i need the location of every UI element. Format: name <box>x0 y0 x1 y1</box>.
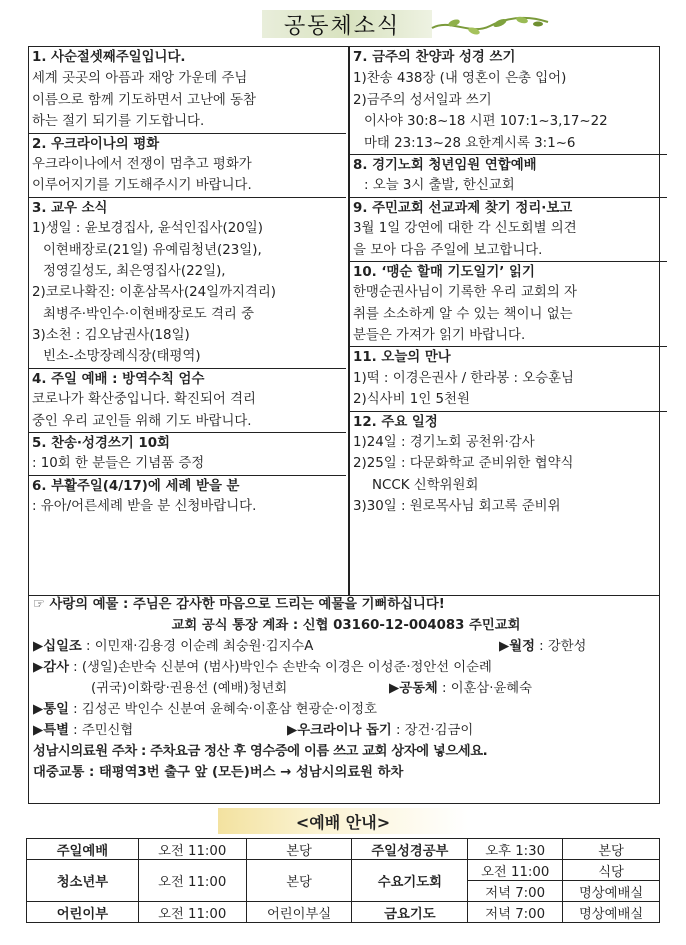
news-text-line: 이루어지기를 기도해주시기 바랍니다. <box>32 178 252 194</box>
table-cell: 본당 <box>563 839 660 860</box>
section-heading: 11. 오늘의 만나 <box>350 346 667 367</box>
section-heading: 2. 우크라이나의 평화 <box>29 133 346 154</box>
thanks-label: ▶감사 <box>33 660 69 675</box>
table-cell: 명상예배실 <box>563 881 660 902</box>
worship-guide-heading <box>218 806 468 834</box>
special-names: : 주민신협 <box>68 723 134 738</box>
news-text-line: 한맹순권사님이 기록한 우리 교회의 자 <box>353 285 577 301</box>
table-cell: 수요기도회 <box>352 860 468 902</box>
news-text-line: 2)25일 : 다문화학교 준비위한 협약식 <box>353 456 574 472</box>
account-line: 교회 공식 통장 계좌 : 신협 03160-12-004083 주민교회 <box>171 618 521 633</box>
table-cell: 어린이부 <box>27 902 139 923</box>
table-cell: 명상예배실 <box>563 902 660 923</box>
offering-line: ☞ 사랑의 예물 : 주님은 감사한 마음으로 드리는 예물을 기뻐하십니다! <box>33 597 445 612</box>
table-row <box>27 902 660 923</box>
news-text-line: : 10회 한 분들은 기념품 증정 <box>32 456 205 472</box>
special-label: ▶특별 <box>33 723 69 738</box>
worship-guide-title: <예배 안내> <box>295 813 391 832</box>
section-heading: 5. 찬송·성경쓰기 10회 <box>29 432 346 453</box>
tithe-label: ▶십일조 <box>33 639 82 654</box>
table-cell: 주일성경공부 <box>352 839 468 860</box>
page-title: 공동체소식 <box>284 14 401 39</box>
news-text-line: 이사야 30:8~18 시편 107:1~3,17~22 <box>364 114 608 130</box>
table-cell: 금요기도 <box>352 902 468 923</box>
news-text-line: 중인 우리 교인들 위해 기도 바랍니다. <box>32 413 252 429</box>
news-text-line: 취를 소소하게 알 수 있는 책이니 없는 <box>353 306 573 322</box>
news-text-line: 하는 절기 되기를 기도합니다. <box>32 114 205 130</box>
news-text-line: 최병주·박인수·이현배장로도 격리 중 <box>43 306 255 322</box>
offering-notice <box>28 594 660 804</box>
tithe-line <box>29 636 659 657</box>
transit-line: 대중교통 : 태평역3번 출구 앞 (모든)버스 → 성남시의료원 하차 <box>33 765 404 780</box>
section-heading: 4. 주일 예배 : 방역수칙 엄수 <box>29 368 346 389</box>
monthly-names: : 강한성 <box>534 639 587 654</box>
table-cell: 주일예배 <box>27 839 139 860</box>
news-text-line: 세계 곳곳의 아픔과 재앙 가운데 주님 <box>32 71 248 87</box>
news-text-line: 을 모아 다음 주일에 보고합니다. <box>353 242 543 258</box>
news-text-line: 3)30일 : 원로목사님 회고록 준비위 <box>353 499 561 515</box>
news-text-line: 이현배장로(21일) 유예림청년(23일), <box>43 242 262 258</box>
section-heading: 10. ‘맹순 할매 기도일기’ 읽기 <box>350 261 667 282</box>
news-text-line: 3월 1일 강연에 대한 각 신도회별 의견 <box>353 221 577 237</box>
table-cell: 오전 11:00 <box>468 860 563 881</box>
news-frame <box>28 46 660 596</box>
unity-label: ▶통일 <box>33 702 69 717</box>
table-cell: 식당 <box>563 860 660 881</box>
ukraine-label: ▶우크라이나 돕기 <box>287 723 392 738</box>
news-text-line: NCCK 신학위원회 <box>372 477 479 493</box>
monthly-label: ▶월정 <box>499 639 535 654</box>
news-left-column <box>29 47 346 518</box>
unity-line <box>29 699 659 720</box>
news-text-line: 2)금주의 성서일과 쓰기 <box>353 92 492 108</box>
community-names: : 이훈삼·윤혜숙 <box>437 681 532 696</box>
section-heading: 3. 교우 소식 <box>29 197 346 218</box>
news-text-line: : 유아/어른세례 받을 분 신청바랍니다. <box>32 499 257 515</box>
news-text-line: 이름으로 함께 기도하면서 고난에 동참 <box>32 92 256 108</box>
section-heading: 9. 주민교회 선교과제 찾기 정리·보고 <box>350 197 667 218</box>
ukraine-names: : 장건·김금이 <box>391 723 474 738</box>
table-cell: 오전 11:00 <box>138 902 246 923</box>
table-cell: 오후 1:30 <box>468 839 563 860</box>
special-line <box>29 720 659 741</box>
unity-names: : 김성곤 박인수 신분여 윤혜숙·이훈삼 현광순·이정호 <box>68 702 377 717</box>
table-cell: 오전 11:00 <box>138 839 246 860</box>
table-cell: 어린이부실 <box>246 902 352 923</box>
community-label: ▶공동체 <box>389 681 438 696</box>
news-text-line: 3)소천 : 김오남권사(18일) <box>32 328 190 344</box>
worship-schedule-table <box>26 838 660 923</box>
vine-decoration-icon <box>430 10 550 40</box>
table-cell: 오전 11:00 <box>138 860 246 902</box>
thanks-line <box>29 657 659 678</box>
table-cell: 저녁 7:00 <box>468 902 563 923</box>
news-text-line: 우크라이나에서 전쟁이 멈추고 평화가 <box>32 156 252 172</box>
table-cell: 본당 <box>246 860 352 902</box>
news-text-line: 빈소-소망장례식장(태평역) <box>43 349 201 365</box>
thanks-names: : (생일)손반숙 신분여 (범사)박인수 손반숙 이경은 이성준·정안선 이순례 <box>68 660 492 675</box>
news-text-line: 1)24일 : 경기노회 공천위·감사 <box>353 435 535 451</box>
section-heading: 8. 경기노회 청년임원 연합예배 <box>350 154 667 175</box>
thanks-line-2 <box>29 678 659 699</box>
news-text-line: 분들은 가져가 읽기 바랍니다. <box>353 328 526 344</box>
news-text-line: 코로나가 확산중입니다. 확진되어 격리 <box>32 392 256 408</box>
news-text-line: 2)코로나확진: 이훈삼목사(24일까지격리) <box>32 285 277 301</box>
news-text-line: : 오늘 3시 출발, 한신교회 <box>364 178 515 194</box>
news-text-line: 2)식사비 1인 5천원 <box>353 392 470 408</box>
section-heading: 7. 금주의 찬양과 성경 쓰기 <box>353 50 516 65</box>
news-text-line: 1)떡 : 이경은권사 / 한라봉 : 오승훈님 <box>353 370 574 386</box>
thanks-names-2: (귀국)이화랑·권용선 (예배)청년회 <box>91 681 288 696</box>
section-heading: 6. 부활주일(4/17)에 세례 받을 분 <box>29 475 346 496</box>
table-cell: 저녁 7:00 <box>468 881 563 902</box>
parking-line: 성남시의료원 주차 : 주차요금 정산 후 영수증에 이름 쓰고 교회 상자에 넣으세요. <box>33 744 488 759</box>
table-row <box>27 839 660 860</box>
news-text-line: 정영길성도, 최은영집사(22일), <box>43 263 226 279</box>
table-cell: 청소년부 <box>27 860 139 902</box>
news-right-column <box>350 47 667 518</box>
table-row <box>27 860 660 881</box>
news-text-line: 1)생일 : 윤보경집사, 윤석인집사(20일) <box>32 221 263 237</box>
page-header <box>262 6 562 40</box>
news-text-line: 마태 23:13~28 요한계시록 3:1~6 <box>364 135 576 151</box>
tithe-names: : 이민재·김용경 이순례 최숭원·김지수A <box>81 639 314 654</box>
table-cell: 본당 <box>246 839 352 860</box>
section-heading: 1. 사순절셋째주일입니다. <box>32 50 186 65</box>
news-text-line: 1)찬송 438장 (내 영혼이 은총 입어) <box>353 71 567 87</box>
section-heading: 12. 주요 일정 <box>350 411 667 432</box>
